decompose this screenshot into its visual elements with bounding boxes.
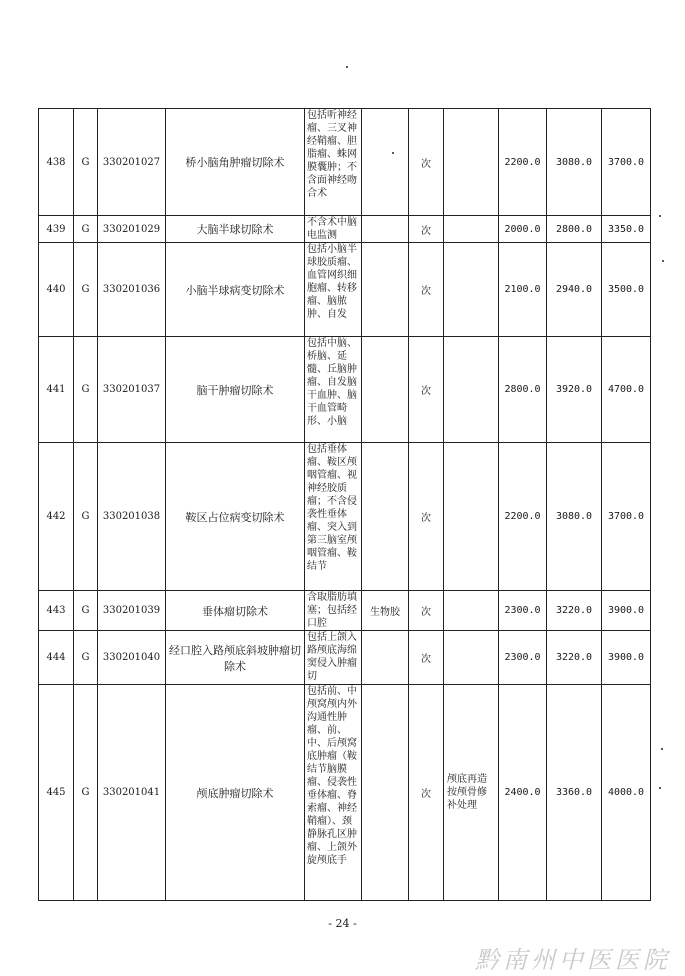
row-content-text: 不含术中脑电监测 [307, 217, 357, 241]
row-unit: 次 [409, 109, 444, 216]
row-content-text: 包括上颌入路颅底海绵窦侵入肿瘤切 [307, 632, 357, 682]
row-price-2: 2800.0 [547, 216, 602, 243]
row-price-1: 2800.0 [499, 337, 547, 443]
row-content [305, 243, 362, 337]
row-item-name: 垂体瘤切除术 [166, 591, 305, 631]
row-unit: 次 [409, 216, 444, 243]
row-item-name: 桥小脑角肿瘤切除术 [166, 109, 305, 216]
row-seq: 439 [39, 216, 74, 243]
row-unit: 次 [409, 337, 444, 443]
hospital-watermark: 黔南州中医医院 [475, 946, 671, 974]
row-class: G [74, 631, 98, 685]
row-excluded [362, 216, 409, 243]
row-code: 330201027 [98, 109, 166, 216]
scan-speck [346, 66, 348, 68]
row-seq: 443 [39, 591, 74, 631]
scan-speck [662, 260, 664, 262]
row-price-1: 2200.0 [499, 443, 547, 591]
row-price-2: 2940.0 [547, 243, 602, 337]
scan-speck [659, 787, 661, 789]
table-row [39, 685, 651, 901]
row-excluded [362, 109, 409, 216]
row-price-2: 3080.0 [547, 443, 602, 591]
row-seq: 438 [39, 109, 74, 216]
row-remark [444, 216, 499, 243]
row-class: G [74, 443, 98, 591]
row-item-name: 大脑半球切除术 [166, 216, 305, 243]
row-price-3: 3500.0 [602, 243, 651, 337]
row-remark [444, 243, 499, 337]
row-remark [444, 631, 499, 685]
row-seq: 440 [39, 243, 74, 337]
row-content-text: 含取脂肪填塞；包括经口腔 [307, 592, 357, 629]
row-content [305, 337, 362, 443]
row-remark [444, 443, 499, 591]
row-excluded [362, 443, 409, 591]
table-row [39, 591, 651, 631]
row-price-1: 2300.0 [499, 591, 547, 631]
table-row [39, 337, 651, 443]
row-unit: 次 [409, 685, 444, 901]
row-price-1: 2100.0 [499, 243, 547, 337]
row-class: G [74, 337, 98, 443]
row-content-text: 包括前、中颅窝颅内外沟通性肿瘤、前、中、后颅窝底肿瘤（鞍结节脑膜瘤、侵袭性垂体瘤、脊索瘤、神经鞘瘤）、颈静脉孔区肿瘤、上颌外旋颅底手 [307, 686, 357, 866]
row-item-name: 颅底肿瘤切除术 [166, 685, 305, 901]
row-price-3: 3350.0 [602, 216, 651, 243]
table-row [39, 443, 651, 591]
row-content [305, 591, 362, 631]
row-unit: 次 [409, 443, 444, 591]
table-row [39, 243, 651, 337]
row-price-3: 3700.0 [602, 443, 651, 591]
row-price-3: 3900.0 [602, 631, 651, 685]
row-price-2: 3220.0 [547, 631, 602, 685]
row-content-text: 包括垂体瘤、鞍区颅咽管瘤、视神经胶质瘤；不含侵袭性垂体瘤、突入到第三脑室颅咽管瘤、鞍结节 [307, 444, 357, 572]
row-price-2: 3220.0 [547, 591, 602, 631]
row-price-3: 4000.0 [602, 685, 651, 901]
scan-speck [661, 748, 663, 750]
row-price-1: 2000.0 [499, 216, 547, 243]
medical-service-fee-table [38, 108, 651, 901]
table-row [39, 109, 651, 216]
row-content [305, 216, 362, 243]
row-price-1: 2200.0 [499, 109, 547, 216]
row-seq: 444 [39, 631, 74, 685]
row-item-name: 经口腔入路颅底斜坡肿瘤切除术 [166, 631, 305, 685]
row-class: G [74, 109, 98, 216]
scan-speck [392, 152, 394, 154]
scan-speck [659, 215, 661, 217]
row-content [305, 443, 362, 591]
row-remark: 颅底再造按颅骨修补处理 [444, 685, 499, 901]
row-code: 330201039 [98, 591, 166, 631]
row-price-2: 3360.0 [547, 685, 602, 901]
row-content [305, 685, 362, 901]
row-excluded: 生物胶 [362, 591, 409, 631]
row-price-1: 2300.0 [499, 631, 547, 685]
row-unit: 次 [409, 631, 444, 685]
row-remark [444, 591, 499, 631]
row-price-2: 3920.0 [547, 337, 602, 443]
row-class: G [74, 243, 98, 337]
row-excluded [362, 337, 409, 443]
row-content-text: 包括小脑半球胶质瘤、血管网织细胞瘤、转移瘤、脑脓肿、自发 [307, 244, 357, 320]
row-unit: 次 [409, 591, 444, 631]
row-content-text: 包括听神经瘤、三叉神经鞘瘤、胆脂瘤、蛛网膜囊肿；不含面神经吻合术 [307, 110, 357, 199]
row-remark [444, 109, 499, 216]
row-unit: 次 [409, 243, 444, 337]
row-class: G [74, 591, 98, 631]
row-code: 330201036 [98, 243, 166, 337]
table-row [39, 631, 651, 685]
row-content [305, 631, 362, 685]
row-excluded [362, 631, 409, 685]
row-remark [444, 337, 499, 443]
row-seq: 442 [39, 443, 74, 591]
row-item-name: 脑干肿瘤切除术 [166, 337, 305, 443]
table-row [39, 216, 651, 243]
row-excluded [362, 243, 409, 337]
row-code: 330201041 [98, 685, 166, 901]
row-content-text: 包括中脑、桥脑、延髓、丘脑肿瘤、自发脑干血肿、脑干血管畸形、小脑 [307, 338, 357, 427]
row-price-3: 4700.0 [602, 337, 651, 443]
row-seq: 445 [39, 685, 74, 901]
row-code: 330201029 [98, 216, 166, 243]
page-number: - 24 - [328, 917, 357, 930]
row-price-3: 3900.0 [602, 591, 651, 631]
row-code: 330201038 [98, 443, 166, 591]
row-price-2: 3080.0 [547, 109, 602, 216]
row-content [305, 109, 362, 216]
row-code: 330201037 [98, 337, 166, 443]
row-excluded [362, 685, 409, 901]
row-class: G [74, 216, 98, 243]
row-item-name: 小脑半球病变切除术 [166, 243, 305, 337]
row-code: 330201040 [98, 631, 166, 685]
row-item-name: 鞍区占位病变切除术 [166, 443, 305, 591]
row-price-1: 2400.0 [499, 685, 547, 901]
row-price-3: 3700.0 [602, 109, 651, 216]
row-seq: 441 [39, 337, 74, 443]
row-class: G [74, 685, 98, 901]
